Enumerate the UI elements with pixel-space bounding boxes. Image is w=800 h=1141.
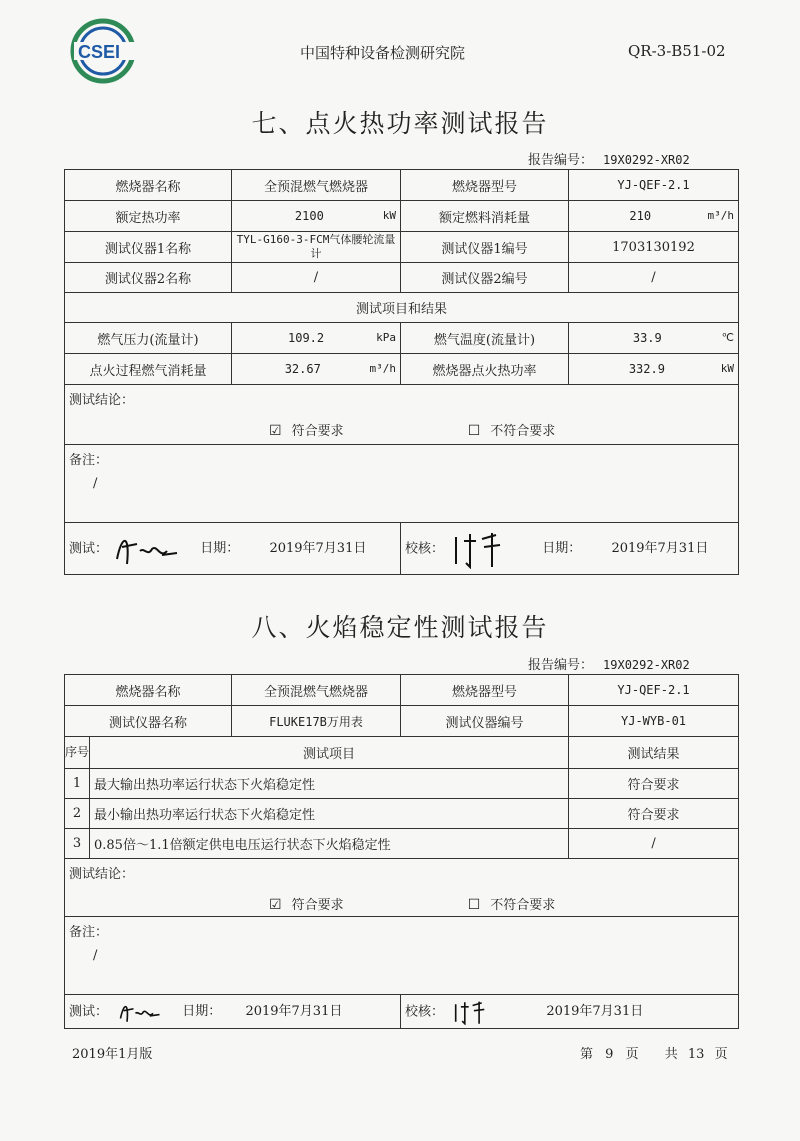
- burner-model-label: 燃烧器型号: [401, 170, 569, 201]
- date-label: 日期：: [182, 1004, 222, 1019]
- r2-checker-cell: [401, 995, 739, 1029]
- gas-pressure-value: 109.2: [288, 331, 325, 345]
- ign-power-unit: kW: [720, 362, 734, 375]
- row-seq: 1: [65, 769, 90, 799]
- conclusion-label: 测试结论：: [69, 867, 135, 882]
- report1-table: [64, 169, 739, 575]
- rated-power-unit: kW: [382, 209, 396, 222]
- report2-conclusion: [65, 859, 739, 917]
- remark-label: 备注：: [69, 925, 109, 940]
- col-seq-header: 序号: [65, 737, 90, 769]
- fail-label: 不符合要求: [490, 898, 556, 913]
- burner-name-label: 燃烧器名称: [65, 170, 232, 201]
- gas-temp-value: 33.9: [632, 331, 662, 345]
- r2-inst-no-value: YJ-WYB-01: [569, 706, 739, 737]
- gas-temp-label: 燃气温度(流量计): [401, 323, 569, 354]
- row-seq: 2: [65, 799, 90, 829]
- ign-power-value: 332.9: [628, 362, 665, 376]
- tester-label: 测试：: [69, 1004, 109, 1019]
- report1-title: 七、点火热功率测试报告: [251, 109, 549, 138]
- results-section-label: 测试项目和结果: [65, 293, 739, 323]
- checker-signature: [448, 999, 492, 1025]
- rated-power-label: 额定热功率: [65, 201, 232, 232]
- page-number: 9: [605, 1047, 614, 1062]
- report1-number: 报告编号： 19X0292-XR02: [528, 153, 690, 168]
- inst1-no-label: 测试仪器1编号: [401, 232, 569, 263]
- checkbox-checked-icon: ☑: [269, 897, 282, 913]
- pass-label: 符合要求: [291, 424, 344, 439]
- remark-value: /: [93, 476, 98, 491]
- checkbox-empty-icon: ☐: [467, 423, 481, 439]
- csei-logo: [70, 18, 150, 84]
- pass-label: 符合要求: [291, 898, 344, 913]
- form-code: QR-3-B51-02: [628, 42, 726, 60]
- inst2-no-value: /: [569, 263, 739, 293]
- form-version: 2019年1月版: [72, 1047, 153, 1062]
- r2-inst-name-label: 测试仪器名称: [65, 706, 232, 737]
- gas-pressure-unit: kPa: [376, 331, 396, 344]
- col-result-header: 测试结果: [569, 737, 739, 769]
- r2-burner-name-label: 燃烧器名称: [65, 675, 232, 706]
- svg-text:CSEI: CSEI: [78, 42, 121, 62]
- rated-fuel-unit: m³/h: [707, 209, 734, 222]
- rated-fuel-value: 210: [629, 209, 652, 223]
- checker-label: 校核：: [405, 1004, 445, 1019]
- check-date: 2019年7月31日: [611, 541, 709, 556]
- inst2-no-label: 测试仪器2编号: [401, 263, 569, 293]
- tester-label: 测试：: [69, 541, 109, 556]
- report2-title: 八、火焰稳定性测试报告: [251, 613, 549, 642]
- report1-conclusion: [65, 385, 739, 445]
- row-result: 符合要求: [569, 799, 739, 829]
- r2-tester-cell: [65, 995, 401, 1029]
- page-indicator: 第 9 页 共 13 页: [580, 1047, 728, 1062]
- row-result: /: [569, 829, 739, 859]
- report2-number: 报告编号： 19X0292-XR02: [528, 658, 690, 673]
- rated-power-value: 2100: [294, 209, 324, 223]
- test-date: 2019年7月31日: [245, 1004, 343, 1019]
- row-result: 符合要求: [569, 769, 739, 799]
- row-item: 最小输出热功率运行状态下火焰稳定性: [90, 799, 569, 829]
- rated-fuel-cell: [569, 201, 739, 232]
- r2-burner-name-value: 全预混燃气燃烧器: [232, 675, 401, 706]
- test-date: 2019年7月31日: [269, 541, 367, 556]
- col-item-header: 测试项目: [90, 737, 569, 769]
- remark-label: 备注：: [69, 453, 109, 468]
- rated-fuel-label: 额定燃料消耗量: [401, 201, 569, 232]
- ign-power-cell: [569, 354, 739, 385]
- check-date-label: 日期：: [542, 541, 582, 556]
- tester-cell: [65, 523, 401, 575]
- report1-remark: [65, 445, 739, 523]
- row-seq: 3: [65, 829, 90, 859]
- date-label: 日期：: [200, 541, 240, 556]
- report2-remark: [65, 917, 739, 995]
- gas-temp-unit: ℃: [721, 331, 734, 344]
- ign-fuel-label: 点火过程燃气消耗量: [65, 354, 232, 385]
- checker-signature: [448, 529, 508, 569]
- fail-label: 不符合要求: [490, 424, 556, 439]
- ign-fuel-value: 32.67: [284, 362, 321, 376]
- conclusion-label: 测试结论：: [69, 393, 135, 408]
- inst1-name-label: 测试仪器1名称: [65, 232, 232, 263]
- check-date: 2019年7月31日: [546, 1004, 644, 1019]
- ign-fuel-unit: m³/h: [369, 362, 396, 375]
- inst2-name-label: 测试仪器2名称: [65, 263, 232, 293]
- burner-name-value: 全预混燃气燃烧器: [232, 170, 401, 201]
- checkbox-empty-icon: ☐: [467, 897, 481, 913]
- total-pages: 13: [687, 1047, 705, 1062]
- inst1-no-value: 1703130192: [569, 232, 739, 263]
- table-row: [65, 829, 739, 859]
- table-row: [65, 769, 739, 799]
- organization-name: 中国特种设备检测研究院: [300, 44, 466, 62]
- inst2-name-value: /: [232, 263, 401, 293]
- table-row: [65, 799, 739, 829]
- row-item: 最大输出热功率运行状态下火焰稳定性: [90, 769, 569, 799]
- checker-cell: [401, 523, 739, 575]
- checkbox-checked-icon: ☑: [269, 423, 282, 439]
- gas-pressure-cell: [232, 323, 401, 354]
- remark-value: /: [93, 948, 98, 963]
- ign-fuel-cell: [232, 354, 401, 385]
- tester-signature: [112, 529, 182, 569]
- tester-signature: [112, 999, 168, 1025]
- rated-power-cell: [232, 201, 401, 232]
- report2-table: [64, 674, 739, 1029]
- gas-pressure-label: 燃气压力(流量计): [65, 323, 232, 354]
- r2-inst-no-label: 测试仪器编号: [401, 706, 569, 737]
- r2-burner-model-value: YJ-QEF-2.1: [569, 675, 739, 706]
- r2-inst-name-value: FLUKE17B万用表: [232, 706, 401, 737]
- gas-temp-cell: [569, 323, 739, 354]
- checker-label: 校核：: [405, 541, 445, 556]
- r2-burner-model-label: 燃烧器型号: [401, 675, 569, 706]
- ign-power-label: 燃烧器点火热功率: [401, 354, 569, 385]
- row-item: 0.85倍～1.1倍额定供电电压运行状态下火焰稳定性: [90, 829, 569, 859]
- burner-model-value: YJ-QEF-2.1: [569, 170, 739, 201]
- inst1-name-value: TYL-G160-3-FCM气体腰轮流量计: [232, 232, 401, 263]
